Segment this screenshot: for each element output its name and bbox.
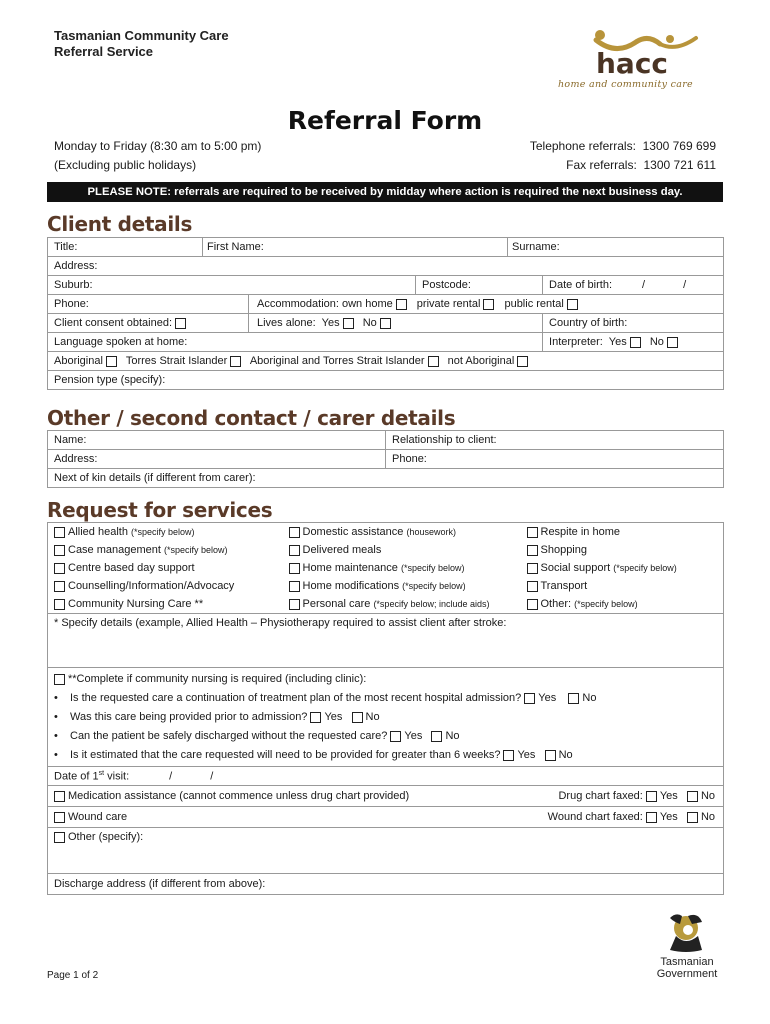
nursing-section: **Complete if community nursing is required (including clinic): • Is the requested care a continuation of treatment plan of the most recent hospital admission? Yes No • Was this care being provided prior to admission? Yes No • Can the patient be safely discharged without the requested care? Yes No • Is it estimated that the care requested will need to be provided for greater than 6 weeks? Yes No (48, 668, 724, 767)
service-checkbox[interactable] (54, 581, 65, 592)
service-checkbox[interactable] (527, 581, 538, 592)
carer-address-field[interactable]: Address: (48, 450, 386, 469)
interpreter-no-checkbox[interactable] (667, 337, 678, 348)
lives-alone-yes-checkbox[interactable] (343, 318, 354, 329)
dob-field[interactable]: Date of birth: / / (543, 276, 724, 295)
contact-numbers (530, 137, 716, 175)
drug-chart-yes-checkbox[interactable] (646, 791, 657, 802)
service-respite[interactable]: Respite in home (518, 523, 724, 542)
lives-alone-field: Lives alone: Yes No (249, 314, 543, 333)
interpreter-field: Interpreter: Yes No (543, 333, 724, 352)
country-field[interactable]: Country of birth: (543, 314, 724, 333)
surname-field[interactable]: Surname: (508, 238, 724, 257)
both-checkbox[interactable] (428, 356, 439, 367)
tel-value: 1300 769 699 (642, 139, 716, 153)
notice-prefix: PLEASE NOTE: (87, 186, 171, 198)
carer-details-heading: Other / second contact / carer details (47, 406, 456, 430)
tsi-checkbox[interactable] (230, 356, 241, 367)
q3-yes-checkbox[interactable] (390, 731, 401, 742)
medication-checkbox[interactable] (54, 791, 65, 802)
carer-relationship-field[interactable]: Relationship to client: (386, 431, 724, 450)
service-allied-health[interactable]: Allied health (*specify below) (48, 523, 280, 542)
nursing-checkbox[interactable] (54, 674, 65, 685)
phone-field[interactable]: Phone: (48, 295, 249, 314)
service-checkbox[interactable] (527, 527, 538, 538)
service-checkbox[interactable] (527, 545, 538, 556)
consent-field: Client consent obtained: (48, 314, 249, 333)
service-checkbox[interactable] (54, 563, 65, 574)
public-rental-checkbox[interactable] (567, 299, 578, 310)
accommodation-field: Accommodation: own home private rental public rental (249, 295, 724, 314)
fax-value: 1300 721 611 (643, 158, 716, 172)
service-home-mods[interactable]: Home modifications (*specify below) (280, 577, 518, 595)
service-nursing[interactable]: Community Nursing Care ** (48, 595, 280, 614)
q1-yes-checkbox[interactable] (524, 693, 535, 704)
service-meals[interactable]: Delivered meals (280, 541, 518, 559)
address-field[interactable]: Address: (48, 257, 724, 276)
services-heading: Request for services (47, 498, 273, 522)
wound-chart-field: Wound chart faxed: Yes No (518, 807, 724, 828)
service-checkbox[interactable] (289, 581, 300, 592)
service-counselling[interactable]: Counselling/Information/Advocacy (48, 577, 280, 595)
first-name-field[interactable]: First Name: (203, 238, 508, 257)
service-checkbox[interactable] (54, 599, 65, 610)
title-field[interactable]: Title: (48, 238, 203, 257)
service-checkbox[interactable] (289, 563, 300, 574)
private-rental-checkbox[interactable] (483, 299, 494, 310)
service-checkbox[interactable] (289, 599, 300, 610)
consent-checkbox[interactable] (175, 318, 186, 329)
notice-text: referrals are required to be received by midday where action is required the next business day. (171, 186, 683, 198)
service-home-maint[interactable]: Home maintenance (*specify below) (280, 559, 518, 577)
organisation-name (54, 28, 229, 60)
q4-yes-checkbox[interactable] (503, 750, 514, 761)
tel-label: Telephone referrals: (529, 139, 636, 153)
wound-care-checkbox[interactable] (54, 812, 65, 823)
q2-yes-checkbox[interactable] (310, 712, 321, 723)
carer-phone-field[interactable]: Phone: (386, 450, 724, 469)
carer-name-field[interactable]: Name: (48, 431, 386, 450)
service-checkbox[interactable] (54, 545, 65, 556)
specify-details-field[interactable]: * Specify details (example, Allied Health – Physiotherapy required to assist client after stroke: (48, 614, 724, 668)
other-checkbox[interactable] (54, 832, 65, 843)
interpreter-yes-checkbox[interactable] (630, 337, 641, 348)
page-number: Page 1 of 2 (47, 970, 99, 981)
q3-no-checkbox[interactable] (431, 731, 442, 742)
other-specify-field: Other (specify): (48, 828, 724, 874)
indigenous-status-field: Aboriginal Torres Strait Islander Aboriginal and Torres Strait Islander not Aboriginal (48, 352, 724, 371)
drug-chart-field: Drug chart faxed: Yes No (518, 786, 724, 807)
office-hours (54, 137, 261, 175)
service-domestic[interactable]: Domestic assistance (housework) (280, 523, 518, 542)
gov-line-1: Tasmanian (660, 956, 714, 968)
service-other[interactable]: Other: (*specify below) (518, 595, 724, 614)
not-aboriginal-checkbox[interactable] (517, 356, 528, 367)
discharge-address-field[interactable]: Discharge address (if different from above): (48, 874, 724, 895)
hacc-logo-text: hacc (596, 47, 669, 80)
lives-alone-no-checkbox[interactable] (380, 318, 391, 329)
service-day-support[interactable]: Centre based day support (48, 559, 280, 577)
hours-line-1: Monday to Friday (8:30 am to 5:00 pm) (54, 139, 262, 153)
client-details-table (47, 237, 724, 390)
suburb-field[interactable]: Suburb: (48, 276, 416, 295)
org-line-1: Tasmanian Community Care (54, 28, 229, 43)
wound-chart-no-checkbox[interactable] (687, 812, 698, 823)
page-title: Referral Form (287, 106, 483, 135)
next-of-kin-field[interactable]: Next of kin details (if different from carer): (48, 469, 724, 488)
service-checkbox[interactable] (527, 599, 538, 610)
pension-field[interactable]: Pension type (specify): (48, 371, 724, 390)
service-transport[interactable]: Transport (518, 577, 724, 595)
services-table (47, 522, 724, 895)
service-shopping[interactable]: Shopping (518, 541, 724, 559)
aboriginal-checkbox[interactable] (106, 356, 117, 367)
service-checkbox[interactable] (54, 527, 65, 538)
hours-line-2: (Excluding public holidays) (54, 158, 197, 172)
service-checkbox[interactable] (289, 545, 300, 556)
service-checkbox[interactable] (289, 527, 300, 538)
q2-no-checkbox[interactable] (352, 712, 363, 723)
postcode-field[interactable]: Postcode: (416, 276, 543, 295)
gov-line-2: Government (656, 968, 718, 980)
notice-banner (47, 182, 723, 202)
tasmanian-government-logo (658, 910, 714, 956)
medication-field: Medication assistance (cannot commence unless drug chart provided) (48, 786, 518, 807)
tasmanian-government-text (642, 956, 732, 980)
drug-chart-no-checkbox[interactable] (687, 791, 698, 802)
org-line-2: Referral Service (54, 44, 154, 59)
first-visit-field[interactable]: Date of 1st visit: / / (48, 767, 724, 786)
q4-no-checkbox[interactable] (545, 750, 556, 761)
service-personal-care[interactable]: Personal care (*specify below; include aids) (280, 595, 518, 614)
q1-no-checkbox[interactable] (568, 693, 579, 704)
logo-tagline: home and community care (558, 79, 693, 90)
fax-label: Fax referrals: (566, 158, 637, 172)
wound-care-field: Wound care (48, 807, 518, 828)
own-home-checkbox[interactable] (396, 299, 407, 310)
service-checkbox[interactable] (527, 563, 538, 574)
service-case-mgmt[interactable]: Case management (*specify below) (48, 541, 280, 559)
service-social[interactable]: Social support (*specify below) (518, 559, 724, 577)
language-field[interactable]: Language spoken at home: (48, 333, 543, 352)
wound-chart-yes-checkbox[interactable] (646, 812, 657, 823)
client-details-heading: Client details (47, 212, 193, 236)
carer-details-table (47, 430, 724, 488)
